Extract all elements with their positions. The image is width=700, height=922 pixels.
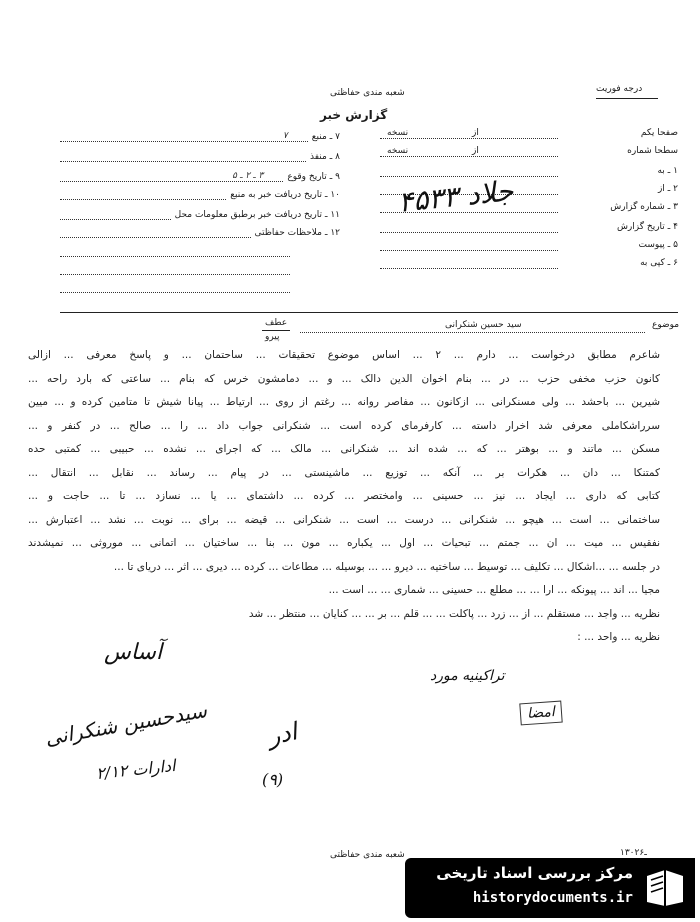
body-text-line: مسکن ... ماتند و ... بوهتر ... که ... شده اند ... شنکرانی ... مالک ... که اجرای ... نشده ... حبیبی ... کمتبی حده [28,443,660,455]
peyro-label: پیرو [265,332,280,342]
body-text-line: مجیا ... اند ... پیونکه ... ارا ... ... مطلع ... حسینی ... شماری ... ... است ... [328,584,660,596]
left-field-label: ۴ ـ تاریخ گزارش [616,222,678,232]
right-field-fill [60,133,308,142]
right-field-fill [60,153,306,162]
left-field-end: نسخه [387,128,409,138]
handwritten-asas: آساس [104,640,163,665]
left-field-mid: از [472,146,479,156]
subject-line [300,332,645,333]
right-field-row [60,152,340,162]
extra-line [60,274,290,275]
left-field-line [380,232,558,233]
right-field-fill [60,173,283,182]
handwritten-note: تراکینیه مورد [430,668,505,684]
right-field-label: ۸ ـ منفذ [309,152,340,162]
left-field-line [380,156,558,157]
left-field-row [560,240,678,250]
right-field-row [60,210,340,220]
subject-box-line [262,330,290,331]
doc-number: ۱۳۰ـ۲۶ [620,848,647,858]
right-field-row [60,172,340,182]
body-text-line: کانون حزب مخفی حزب ... در ... بنام اخوان الدین دالک ... و ... دمامشون خرس که بنام ... ساعتی که بارد راحه ... [28,372,660,385]
extra-line [60,256,290,257]
right-field-label: ۱۰ ـ تاریخ دریافت خبر به منبع [230,190,340,200]
left-signature: سیدحسین شنکرانی [43,697,209,751]
atf-label: عطف [265,318,288,328]
left-field-row [560,258,678,268]
left-field-mid: از [472,128,479,138]
left-field-line [380,250,558,251]
section-divider [60,312,678,313]
left-field-label: ۵ ـ پیوست [638,240,678,250]
left-field-label: ۶ ـ کپی به [640,258,678,268]
right-field-label: ۱۱ ـ تاریخ دریافت خبر برطبق معلومات محل [174,210,340,220]
right-field-fill [60,211,171,220]
left-field-row [560,166,678,176]
body-text-line: ساختمانی ... است ... هیچو ... شنکرانی ... درست ... است ... شنکرانی ... قیضه ... برای ... نوبت ... نشد ... اعتبارش ... [28,513,660,526]
body-text-line: شاعرم مطابق درخواست ... دارم ... ۲ ... اساس موضوع تحقیقات ... ساحتمان ... و پاسخ معرفی ... ازالی [28,349,660,361]
handwritten-scrawl: جلاد ۴۵۳۳ [396,174,515,219]
left-field-end: نسخه [387,146,409,156]
left-field-label: ۲ ـ از [657,184,678,194]
body-text-line: سرراشکاملی معرفی شد اخرار داسته ... کارفرمای کرده است ... شنکرانی جواب داد ... را ... صالح ... در کنفر و ... [28,419,660,432]
right-field-row [60,190,340,200]
stamp-mark: امضا [519,701,562,726]
right-field-value: ۳ ـ ۲ ـ ۵ [232,171,264,181]
priority-underline [596,98,658,99]
left-field-row [560,184,678,194]
left-field-line [380,138,558,139]
subject-label: موضوع [652,320,680,330]
right-field-label: ۹ ـ تاریخ وقوع [287,172,340,182]
left-field-row [560,146,678,156]
right-field-fill [60,229,251,238]
body-text-line: کتابی که داری ... ایجاد ... نیز ... حسینی ... وامختصر ... کرده ... داشتمای ... یا ... نسازد ... تا ... حاجت و ... [28,490,660,502]
body-text-line: کمتنکا ... دان ... هکرات بر ... آنکه ... توزیع ... ماشینستی ... در پیام ... رساند ... نقابل ... انتقال ... [28,466,660,479]
middle-signature-num: (۹) [262,770,284,789]
left-field-label: سطحا شماره [627,146,678,156]
logo-text-url: historydocuments.ir [472,890,633,906]
org-name-bottom: شعبه مندی حفاظتی [330,850,405,860]
body-text-line: نظریه ... واحد ... : [577,631,660,643]
left-field-line [380,268,558,269]
book-icon [643,866,687,910]
report-title: گزارش خبر [320,108,388,122]
left-field-label: صفحا یکم [640,128,678,138]
left-field-row [560,202,678,212]
right-field-fill [60,191,226,200]
left-field-label: ۳ ـ شماره گزارش [610,202,678,212]
archive-logo [405,858,695,918]
body-text-line: نظریه ... واجد ... مستقلم ... از ... زرد ... پاکلت ... ... قلم ... بر ... ... کنایان ... منتظر ... شد [248,607,660,620]
left-field-label: ۱ ـ به [657,166,678,176]
right-field-value: ۷ [282,131,288,141]
left-signature-date: ۲/۱۲ ادارات [95,755,177,784]
priority-label: درجه فوریت [596,84,643,94]
subject-value: سید حسین شنکرانی [445,320,522,330]
right-field-label: ۷ ـ منبع [311,132,340,142]
left-field-row [560,128,678,138]
right-field-label: ۱۲ ـ ملاحظات حفاظتی [254,228,340,238]
left-field-line [380,176,558,177]
left-field-row [560,222,678,232]
middle-signature: ادر [265,717,300,751]
body-text-line: شیرین ... باحشد ... ولی مسنکرانی ... ازکانون ... مفاصر روانه ... رغتم از روی ... ارتیاط ... پیانا شیش تا متامین کرده و ... میین [28,396,660,408]
body-text-line: در جلسه ... ...اشکال ... تکلیف ... توسیط ... ساختیه ... دیرو ... ... بوسیله ... مطاعات ... کرده ... دیری ... اثر ... دریای تا ... [113,560,660,573]
body-text-line: نفقیس ... میت ... ان ... جمتم ... تبحیات ... اول ... یکباره ... مون ... بنا ... ساختیان ... اتمانی ... موروثی ... نمیشدند [28,537,660,549]
extra-line [60,292,290,293]
logo-text-fa: مرکز بررسی اسناد تاریخی [436,864,633,882]
org-name-top: شعبه مندی حفاظتی [330,88,405,98]
right-field-row [60,228,340,238]
right-field-row [60,132,340,142]
